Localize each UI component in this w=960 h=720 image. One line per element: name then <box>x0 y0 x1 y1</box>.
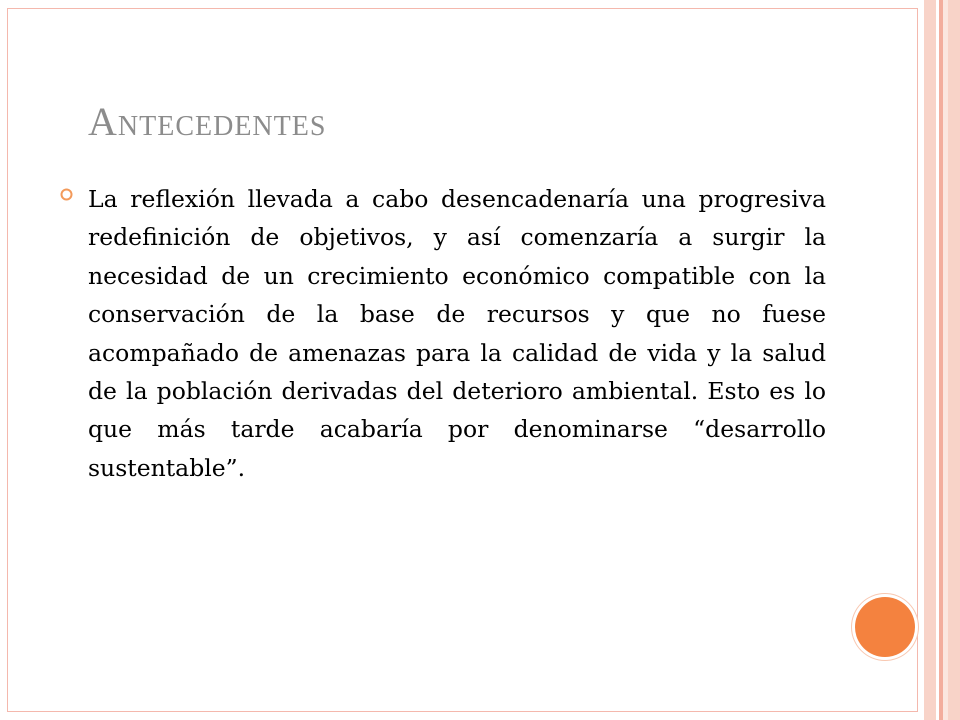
bullet-circle-icon <box>60 188 73 201</box>
decorative-stripe <box>948 0 960 720</box>
list-item <box>60 180 826 487</box>
decorative-stripe <box>924 0 936 720</box>
bullet-text: La reflexión llevada a cabo desencadenaría una progresiva redefinición de objetivos, y así comenzaría a surgir la necesidad de un crecimiento económico compatible con la conservación de la base de recursos y que no fuese acompañado de amenazas para la calidad de vida y la salud de la población derivadas del deterioro ambiental. Esto es lo que más tarde acabaría por denominarse “desarrollo sustentable”. <box>88 185 826 482</box>
decorative-circle-icon <box>855 597 915 657</box>
slide-title: Antecedentes <box>88 99 327 144</box>
bullet-list <box>60 180 826 487</box>
